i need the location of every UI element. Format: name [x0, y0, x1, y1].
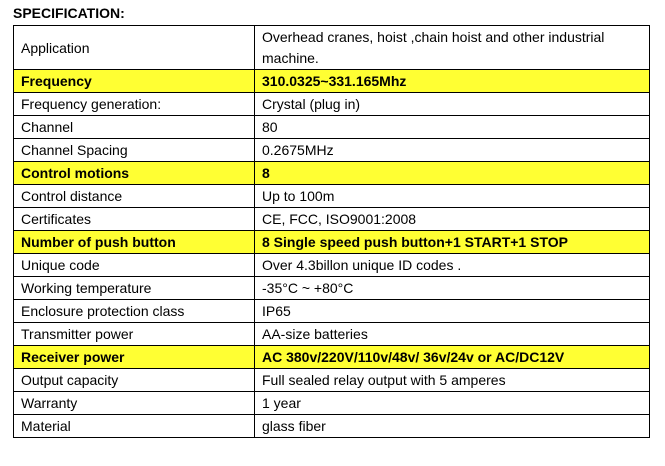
spec-label: Receiver power: [14, 346, 255, 369]
spec-row-push-buttons: [14, 231, 650, 254]
spec-label: Control motions: [14, 162, 255, 185]
spec-value: AC 380v/220V/110v/48v/ 36v/24v or AC/DC12V: [255, 346, 650, 369]
spec-label: Frequency: [14, 70, 255, 93]
spec-label: Control distance: [14, 185, 255, 208]
spec-row-enclosure-protection: [14, 300, 650, 323]
spec-value: 1 year: [255, 392, 650, 415]
spec-value: Up to 100m: [255, 185, 650, 208]
spec-value: 310.0325~331.165Mhz: [255, 70, 650, 93]
spec-label: Unique code: [14, 254, 255, 277]
spec-value: 80: [255, 116, 650, 139]
spec-row-frequency: [14, 70, 650, 93]
spec-label: Channel: [14, 116, 255, 139]
spec-label: Certificates: [14, 208, 255, 231]
spec-label: Enclosure protection class: [14, 300, 255, 323]
spec-row-control-distance: [14, 185, 650, 208]
spec-row-receiver-power: [14, 346, 650, 369]
spec-row-channel: [14, 116, 650, 139]
spec-heading: SPECIFICATION:: [13, 5, 125, 21]
spec-row-application: [14, 26, 650, 70]
spec-value: Overhead cranes, hoist ,chain hoist and other industrial machine.: [255, 26, 650, 70]
spec-value: 8 Single speed push button+1 START+1 STOP: [255, 231, 650, 254]
spec-value: glass fiber: [255, 415, 650, 438]
spec-row-frequency-generation: [14, 93, 650, 116]
spec-value: 8: [255, 162, 650, 185]
spec-label: Output capacity: [14, 369, 255, 392]
spec-value: AA-size batteries: [255, 323, 650, 346]
spec-row-working-temperature: [14, 277, 650, 300]
spec-row-material: [14, 415, 650, 438]
spec-row-output-capacity: [14, 369, 650, 392]
spec-row-certificates: [14, 208, 650, 231]
spec-value: -35°C ~ +80°C: [255, 277, 650, 300]
spec-value: CE, FCC, ISO9001:2008: [255, 208, 650, 231]
spec-row-unique-code: [14, 254, 650, 277]
spec-label: Number of push button: [14, 231, 255, 254]
spec-value: 0.2675MHz: [255, 139, 650, 162]
spec-label: Working temperature: [14, 277, 255, 300]
spec-row-control-motions: [14, 162, 650, 185]
spec-value: Crystal (plug in): [255, 93, 650, 116]
spec-label: Warranty: [14, 392, 255, 415]
spec-table: [13, 25, 650, 438]
spec-label: Frequency generation:: [14, 93, 255, 116]
spec-label: Application: [14, 26, 255, 70]
spec-value: IP65: [255, 300, 650, 323]
spec-value: Over 4.3billon unique ID codes .: [255, 254, 650, 277]
spec-value: Full sealed relay output with 5 amperes: [255, 369, 650, 392]
spec-row-warranty: [14, 392, 650, 415]
spec-label: Material: [14, 415, 255, 438]
spec-label: Channel Spacing: [14, 139, 255, 162]
spec-label: Transmitter power: [14, 323, 255, 346]
spec-row-channel-spacing: [14, 139, 650, 162]
spec-row-transmitter-power: [14, 323, 650, 346]
